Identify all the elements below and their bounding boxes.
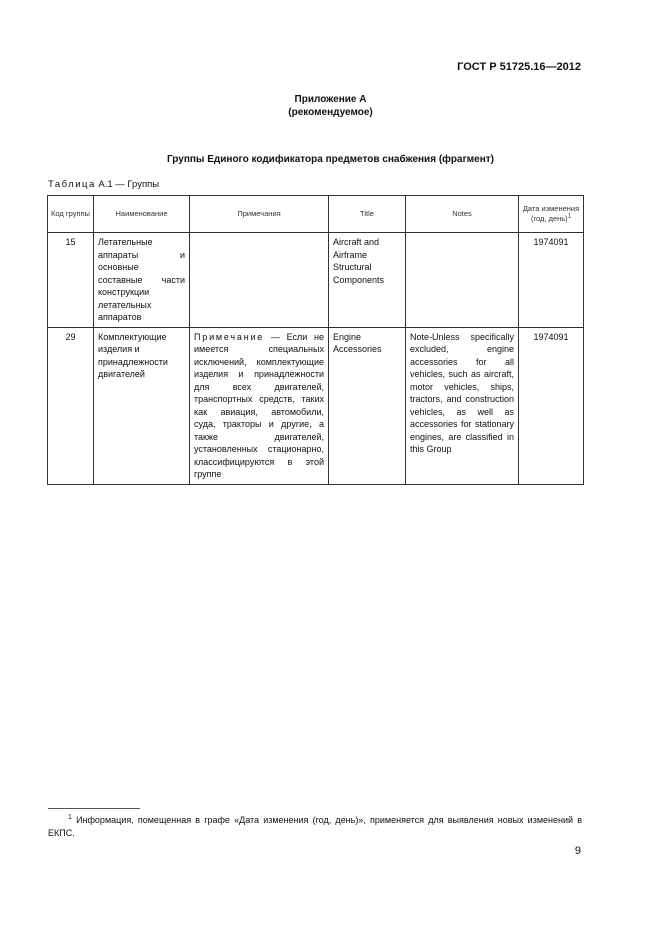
document-title: Группы Единого кодификатора предметов снабжения (фрагмент)	[167, 154, 494, 165]
cell-notes-ru	[190, 327, 329, 484]
col-header-date-label: Дата изменения (год, день)	[522, 204, 580, 223]
footnote	[48, 814, 582, 839]
appendix-heading	[0, 93, 661, 119]
cell-notes-en: Note-Unless specifically excluded, engine accessories for all vehicles, such as aircraft, motor vehicles, ships, tractors, and construction vehicles, as well as accessories for stationary engines, are classified in this Group	[406, 327, 519, 484]
table-row	[48, 327, 584, 484]
note-text: — Если не имеется специальных исключений, комплектующие изделия и принадлежности для всех двигателей, транспортных средств, таких как авиация, автомобили, суда, тракторы и другие, а также двигателей, установленных стационарно, классифицируются в этой группе	[194, 331, 324, 479]
col-header-date	[519, 196, 584, 233]
col-header-title: Title	[329, 196, 406, 233]
cell-name: Летательные аппараты и основные составные части конструкции летательных аппаратов	[94, 233, 190, 328]
cell-name: Комплектующие изделия и принадлежности двигателей	[94, 327, 190, 484]
table-caption	[48, 179, 159, 190]
cell-date: 1974091	[519, 327, 584, 484]
table-row	[48, 233, 584, 328]
groups-table	[47, 195, 584, 485]
cell-code: 29	[48, 327, 94, 484]
footnote-ref: 1	[567, 213, 572, 220]
table-caption-word: Таблица	[48, 179, 96, 190]
cell-code: 15	[48, 233, 94, 328]
col-header-name: Наименование	[94, 196, 190, 233]
table-header-row	[48, 196, 584, 233]
appendix-subtitle: (рекомендуемое)	[288, 107, 373, 118]
table-caption-rest: А.1 — Группы	[98, 179, 160, 190]
standard-id: ГОСТ Р 51725.16—2012	[457, 61, 581, 73]
appendix-title: Приложение А	[294, 94, 367, 105]
cell-date: 1974091	[519, 233, 584, 328]
col-header-notes-ru: Примечания	[190, 196, 329, 233]
note-lead: Примечание	[194, 331, 265, 342]
footnote-text: Информация, помещенная в графе «Дата изменения (год, день)», применяется для выявления новых изменений в ЕКПС.	[48, 815, 582, 838]
footnote-divider	[48, 808, 140, 809]
cell-title: Engine Accessories	[329, 327, 406, 484]
footnote-mark: 1	[68, 814, 72, 821]
cell-title: Aircraft and Airframe Structural Components	[329, 233, 406, 328]
col-header-code: Код группы	[48, 196, 94, 233]
cell-notes-en	[406, 233, 519, 328]
col-header-notes-en: Notes	[406, 196, 519, 233]
page-number: 9	[574, 845, 581, 857]
cell-notes-ru	[190, 233, 329, 328]
